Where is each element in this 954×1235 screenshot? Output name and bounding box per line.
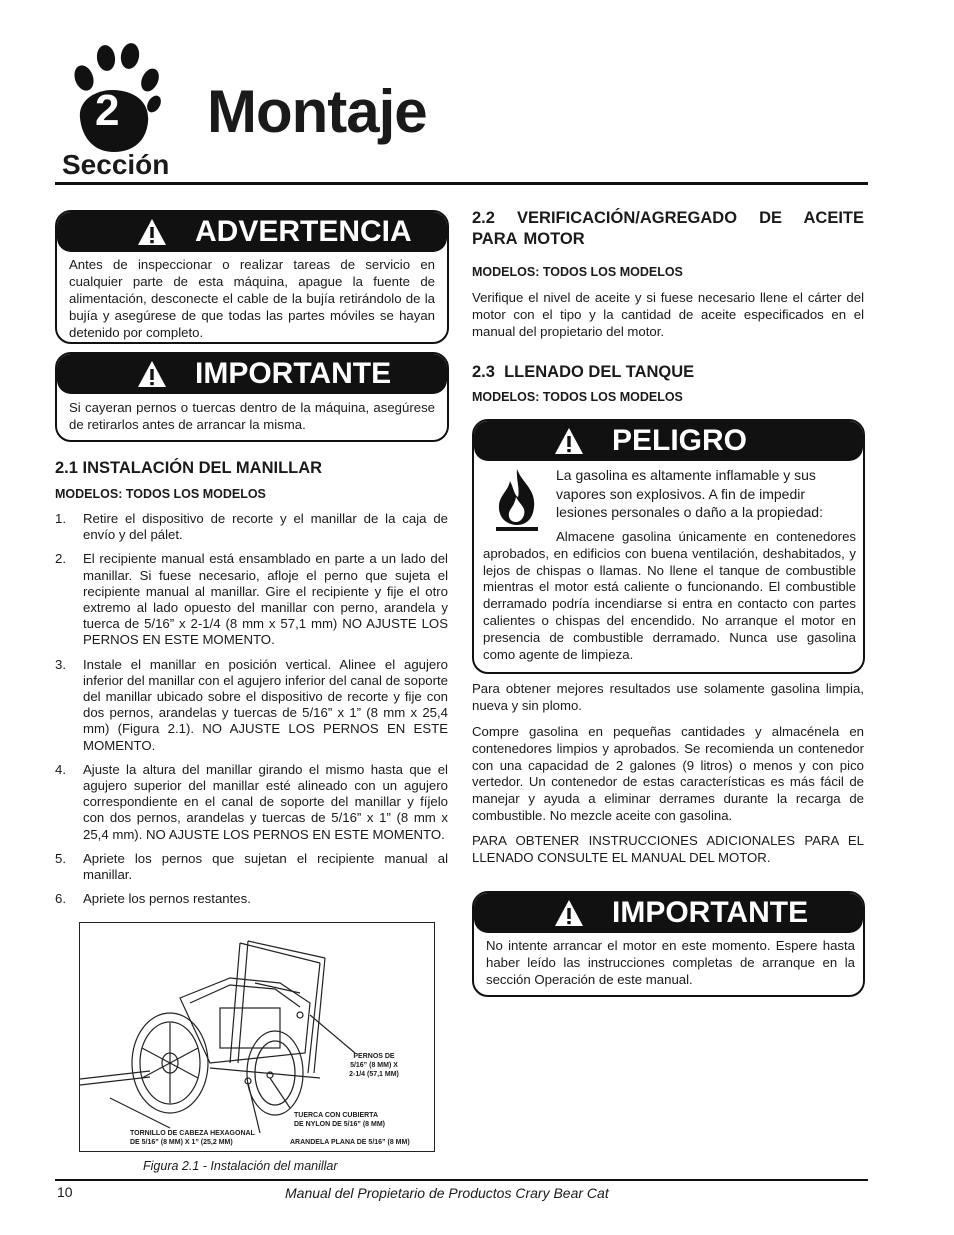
importante-header-2 (474, 893, 863, 933)
section-2-2-heading: 2.2 VERIFICACIÓN/AGREGADO DE ACEITE PARA MOTOR (472, 209, 864, 248)
page-number: 10 (57, 1184, 73, 1200)
label-nylon-nut: TUERCA CON CUBIERTA DE NYLON DE 5/16” (8 MM) (294, 1112, 386, 1128)
warning-triangle-icon (137, 359, 167, 389)
advertencia-label: ADVERTENCIA (195, 215, 412, 248)
importante-text-1: Si cayeran pernos o tuercas dentro de la máquina, asegúrese de retirarlos antes de arrancar la misma. (69, 400, 435, 432)
peligro-header (474, 421, 863, 461)
warning-triangle-icon (554, 426, 584, 456)
importante-header-1 (57, 354, 447, 394)
section-2-3-models: MODELOS: TODOS LOS MODELOS (472, 390, 683, 404)
warning-triangle-icon (554, 898, 584, 928)
section-label: Sección (62, 149, 170, 180)
section-2-1-heading: 2.1 INSTALACIÓN DEL MANILLAR (55, 459, 323, 477)
manual-title: Manual del Propietario de Productos Crary Bear Cat (285, 1185, 609, 1201)
advertencia-text: Antes de inspeccionar o realizar tareas de servicio en cualquier parte de esta máquina, apague la fuente de alimentación, desconecte el cable de la bujía retirándolo de la bujía y asegúrese de que todas las partes móviles se hayan detenido por completo. (69, 257, 435, 340)
list-item: 6. Apriete los pernos restantes. (55, 891, 251, 907)
label-washer: ARANDELA PLANA DE 5/16” (8 MM) (290, 1139, 410, 1146)
fuel-paragraph-1: Para obtener mejores resultados use solamente gasolina limpia, nueva y sin plomo. (472, 681, 864, 713)
fuel-paragraph-3: PARA OBTENER INSTRUCCIONES ADICIONALES PARA EL LLENADO CONSULTE EL MANUAL DEL MOTOR. (472, 833, 864, 865)
warning-triangle-icon (137, 217, 167, 247)
importante-box-2 (472, 891, 865, 997)
importante-label-1: IMPORTANTE (195, 357, 392, 390)
label-hex-screw: TORNILLO DE CABEZA HEXAGONAL DE 5/16” (8 MM) X 1” (25,2 MM) (130, 1130, 255, 1146)
importante-box-1 (55, 352, 449, 442)
advertencia-box (55, 210, 449, 344)
peligro-label: PELIGRO (612, 424, 748, 457)
figure-handle-installation (79, 922, 435, 1152)
footer-rule (55, 1179, 868, 1181)
list-item: 1. Retire el dispositivo de recorte y el manillar de la caja de envío y del pálet. (55, 511, 448, 543)
list-item: 2. El recipiente manual está ensamblado en parte a un lado del manillar. Si fuese necesario, afloje el perno que sujeta el recipiente manual al manillar. Gire el recipiente y fije el otro extremo al lado opuesto del manillar con perno, arandela y tuerca de 5/16” x 2-1/4 (8 mm x 57,1 mm) NO AJUSTE LOS PERNOS EN ESTE MOMENTO. (55, 551, 448, 648)
page-title: Montaje (207, 78, 427, 145)
peligro-text: Almacene gasolina únicamente en contenedores aprobados, en edificios con buena ventilación, deshabitados, y lejos de chispas o llamas. No llene el tanque de combustible mientras el motor está caliente o funcionando. El combustible derramado podría incendiarse si entra en contacto con partes calientes o chispas del encendido. No arranque el motor en presencia de combustible derramado. Nunca use gasolina como agente de limpieza. (483, 529, 856, 662)
section-2-1-models: MODELOS: TODOS LOS MODELOS (55, 487, 266, 501)
figure-caption: Figura 2.1 - Instalación del manillar (143, 1159, 338, 1173)
label-bolts: PERNOS DE 5/16” (8 MM) X 2-1/4 (57,1 MM) (349, 1053, 399, 1078)
peligro-intro: La gasolina es altamente inflamable y sus vapores son explosivos. A fin de impedir lesiones personales o daño a la propiedad: (556, 467, 823, 521)
peligro-box (472, 419, 865, 674)
header-rule (55, 182, 868, 185)
importante-text-2: No intente arrancar el motor en este momento. Espere hasta haber leído las instrucciones completas de arranque en la sección Operación de este manual. (486, 938, 855, 987)
section-2-3-heading: 2.3 LLENADO DEL TANQUE (472, 363, 695, 381)
list-item: 3. Instale el manillar en posición vertical. Alinee el agujero inferior del manillar con el agujero inferior del canal de soporte del manillar ubicado sobre el dispositivo de recorte y fije con dos pernos, arandelas y tuercas de 5/16” x 1” (8 mm x 25,4 mm) (Figura 2.1). NO AJUSTE LOS PERNOS EN ESTE MOMENTO. (55, 656, 448, 753)
section-number: 2 (95, 86, 120, 135)
steps-list (55, 511, 448, 915)
section-2-2-models: MODELOS: TODOS LOS MODELOS (472, 265, 683, 279)
advertencia-header (57, 212, 447, 252)
importante-label-2: IMPORTANTE (612, 896, 809, 929)
section-2-2-text: Verifique el nivel de aceite y si fuese necesario llene el cárter del motor con el tipo y la cantidad de aceite especificados en el manual del propietario del motor. (472, 290, 864, 339)
flame-icon (492, 467, 542, 533)
list-item: 4. Ajuste la altura del manillar girando el mismo hasta que el agujero superior del manillar esté alineado con un agujero correspondiente en el canal de soporte del manillar y fíjelo con dos pernos, arandelas y tuercas de 5/16” x 1” (8 mm x 25,4 mm). NO AJUSTE LOS PERNOS EN ESTE MOMENTO. (55, 761, 448, 842)
fuel-paragraph-2: Compre gasolina en pequeñas cantidades y almacénela en contenedores limpios y aprobados. Se recomienda un contenedor con una capacidad de 2 galones (9 litros) o menos y con pico vertedor. Un contenedor de estas características es más fácil de manejar y ayuda a eliminar derrames durante la recarga de combustible. No mezcle aceite con gasolina. (472, 724, 864, 823)
list-item: 5. Apriete los pernos que sujetan el recipiente manual al manillar. (55, 850, 448, 883)
